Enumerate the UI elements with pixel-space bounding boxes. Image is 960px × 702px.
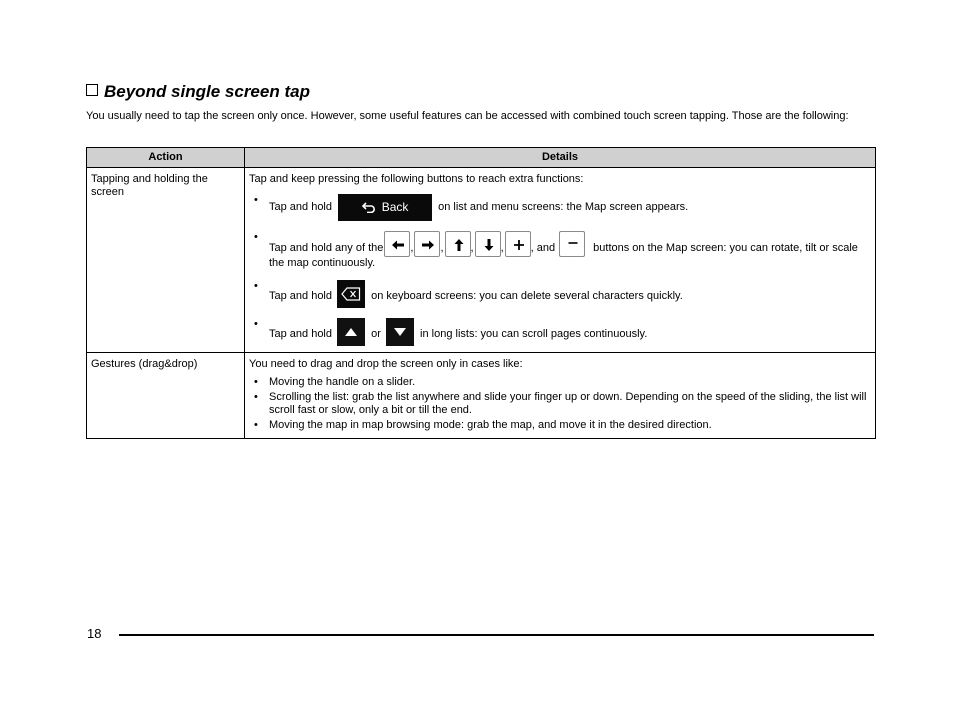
item-text: Tap and hold	[269, 328, 332, 340]
list-item	[249, 231, 870, 270]
header-action: Action	[87, 148, 245, 168]
scroll-down-button	[386, 318, 414, 346]
zoom-out-button	[559, 231, 585, 257]
action-cell: Tapping and holding the screen	[87, 168, 245, 353]
table-header-row	[87, 148, 876, 168]
separator: ,	[410, 242, 414, 254]
intro-paragraph: You usually need to tap the screen only once. However, some useful features can be accessed with combined touch screen tapping. Those are the following:	[86, 110, 849, 122]
arrow-down-button	[475, 231, 501, 257]
arrow-up-button	[445, 231, 471, 257]
arrow-right-button	[414, 231, 440, 257]
details-lead: Tap and keep pressing the following buttons to reach extra functions:	[249, 173, 584, 185]
separator: , and	[530, 242, 556, 254]
item-text: Tap and hold	[269, 201, 332, 213]
separator: ,	[440, 242, 444, 254]
zoom-in-button	[505, 231, 531, 257]
back-button	[338, 194, 432, 221]
list-item	[249, 280, 870, 308]
gestures-table	[86, 147, 876, 439]
arrow-left-button	[384, 231, 410, 257]
section-title-text: Beyond single screen tap	[104, 82, 310, 101]
item-text: Tap and hold any of the	[269, 242, 384, 254]
minus-icon	[566, 238, 580, 252]
details-cell	[245, 353, 876, 439]
item-text: or	[371, 328, 381, 340]
list-item: • Moving the map in map browsing mode: grab the map, and move it in the desired direction.	[249, 419, 870, 432]
list-item	[249, 194, 870, 221]
item-text: on keyboard screens: you can delete several characters quickly.	[371, 290, 683, 302]
page-number: 18	[87, 626, 102, 641]
list-item: • Moving the handle on a slider.	[249, 376, 870, 389]
footer-rule	[119, 634, 874, 636]
table-row	[87, 353, 876, 439]
arrow-right-icon	[421, 238, 435, 252]
details-lead: You need to drag and drop the screen only in cases like:	[249, 358, 523, 370]
arrow-left-icon	[391, 238, 405, 252]
section-title	[86, 82, 310, 102]
item-text: in long lists: you can scroll pages continuously.	[420, 328, 648, 340]
arrow-up-icon	[452, 238, 466, 252]
action-cell: Gestures (drag&drop)	[87, 353, 245, 439]
keyboard-delete-button	[337, 280, 365, 308]
item-text: on list and menu screens: the Map screen appears.	[438, 201, 689, 213]
separator: ,	[470, 242, 474, 254]
item-text: Tap and hold	[269, 290, 332, 302]
details-list	[249, 376, 870, 432]
scroll-down-icon	[394, 328, 406, 336]
list-item	[249, 318, 870, 346]
header-details: Details	[245, 148, 876, 168]
scroll-up-button	[337, 318, 365, 346]
list-item: • Scrolling the list: grab the list anywhere and slide your finger up or down. Depending on the speed of the sliding, the list will scroll fast or slow, only a bit or till the end.	[249, 391, 870, 417]
plus-icon	[512, 238, 526, 252]
backspace-icon	[341, 287, 361, 301]
arrow-down-icon	[482, 238, 496, 252]
details-cell	[245, 168, 876, 353]
details-list	[249, 194, 870, 346]
separator: ,	[500, 242, 504, 254]
item-text: buttons on the Map screen: you can rotate, tilt or scale the map continuously.	[269, 242, 858, 269]
back-button-label: Back	[381, 200, 409, 214]
table-row	[87, 168, 876, 353]
back-arrow-icon	[362, 202, 376, 213]
scroll-up-icon	[345, 328, 357, 336]
checkbox-icon	[86, 84, 98, 96]
